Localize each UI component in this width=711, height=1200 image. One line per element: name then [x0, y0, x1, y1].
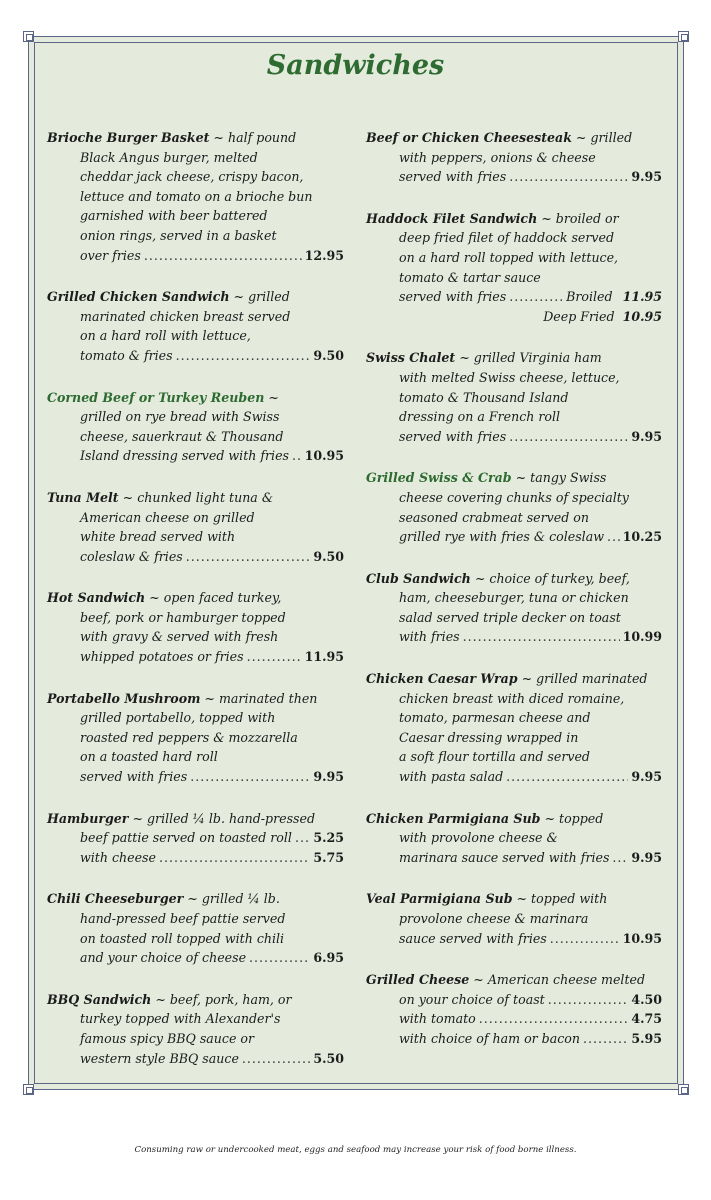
corner-ornament [23, 31, 34, 42]
item-price: 9.50 [313, 548, 344, 564]
item-name: Grilled Swiss & Crab [366, 470, 512, 486]
leader-dots [144, 246, 302, 266]
menu-item [47, 488, 344, 566]
price-line-text: served with fries [80, 769, 188, 785]
price-line-text: and your choice of cheese [80, 950, 247, 966]
item-first-line [366, 970, 662, 990]
item-name: Swiss Chalet [366, 350, 456, 366]
menu-column-right [366, 128, 662, 1071]
item-description-line: lettuce and tomato on a brioche bun [80, 188, 313, 204]
price-line-text: tomato & fries [80, 347, 173, 363]
leader-dots [509, 287, 563, 307]
price-line [366, 167, 662, 187]
item-first-line [366, 128, 662, 148]
item-first-line [366, 889, 662, 909]
item-description-line: cheese covering chunks of specialty [399, 489, 629, 505]
item-price: 9.50 [313, 347, 344, 363]
item-name: Chicken Parmigiana Sub [366, 810, 541, 826]
item-name: BBQ Sandwich [47, 991, 152, 1007]
menu-item [47, 689, 344, 787]
item-first-line [366, 348, 662, 368]
item-description: ~ beef, pork, ham, or [151, 991, 292, 1007]
price-line [47, 948, 344, 968]
item-description: ~ grilled ¼ lb. [183, 891, 280, 907]
leader-dots [176, 346, 311, 366]
item-first-line [47, 990, 344, 1010]
item-name: Club Sandwich [366, 570, 471, 586]
item-description-line: salad served triple decker on toast [399, 609, 621, 625]
leader-dots [550, 929, 620, 949]
item-name: Corned Beef or Turkey Reuben [47, 389, 265, 405]
price-line [47, 767, 344, 787]
price-line [366, 427, 662, 447]
item-first-line [47, 588, 344, 608]
item-description-line: with melted Swiss cheese, lettuce, [399, 369, 620, 385]
item-price: 5.75 [313, 849, 344, 865]
item-description: ~ grilled [571, 130, 633, 145]
menu-item [366, 468, 662, 546]
item-description-line: grilled portabello, topped with [80, 710, 276, 726]
leader-dots [159, 848, 310, 868]
leader-dots [506, 767, 628, 787]
leader-dots [186, 547, 311, 567]
menu-item [47, 889, 344, 967]
item-description: ~ choice of turkey, beef, [470, 570, 630, 586]
menu-item [47, 990, 344, 1068]
leader-dots [612, 848, 628, 868]
item-first-line [47, 809, 344, 829]
leader-dots [509, 427, 628, 447]
price-line [47, 1049, 344, 1069]
item-price: 12.95 [304, 247, 344, 263]
price-line-text: on your choice of toast [399, 991, 545, 1007]
item-first-line [47, 689, 344, 709]
item-description-line: seasoned crabmeat served on [399, 509, 589, 525]
item-price: 10.95 [304, 448, 344, 464]
item-description-line: tomato & Thousand Island [399, 389, 569, 405]
item-description-line: cheese, sauerkraut & Thousand [80, 428, 284, 444]
price-line [366, 287, 662, 307]
price-option: Broiled [566, 289, 613, 305]
item-description: ~ half pound [209, 130, 297, 145]
price-line [366, 848, 662, 868]
item-first-line [47, 128, 344, 148]
price-line-text: with fries [399, 629, 460, 645]
item-description: ~ open faced turkey, [145, 590, 282, 606]
item-description-line: Caesar dressing wrapped in [399, 729, 579, 745]
price-line-text: marinara sauce served with fries [399, 849, 610, 865]
item-description: ~ grilled ¼ lb. hand-pressed [128, 810, 316, 826]
item-description: ~ topped [540, 810, 604, 826]
item-description-line: garnished with beer battered [80, 208, 268, 224]
price-line-text: with pasta salad [399, 769, 504, 785]
price-line [47, 346, 344, 366]
item-description-line: famous spicy BBQ sauce or [80, 1030, 255, 1046]
price-line-text: beef pattie served on toasted roll [80, 830, 292, 846]
item-description: ~ topped with [512, 891, 608, 907]
item-description-line: chicken breast with diced romaine, [399, 690, 625, 706]
item-description-line: deep fried filet of haddock served [399, 230, 615, 246]
item-price: 10.25 [622, 529, 662, 545]
price-line-text: served with fries [399, 289, 507, 305]
price-option-line [366, 307, 662, 327]
leader-dots [247, 647, 302, 667]
leader-dots [242, 1049, 310, 1069]
item-name: Beef or Chicken Cheesesteak [366, 130, 572, 145]
item-price: 10.95 [622, 930, 662, 946]
item-first-line [366, 468, 662, 488]
item-first-line [47, 287, 344, 307]
item-description: ~ grilled marinated [517, 671, 648, 687]
price-line [47, 547, 344, 567]
menu-item [366, 889, 662, 948]
price-line [47, 647, 344, 667]
price-line-text: whipped potatoes or fries [80, 649, 244, 665]
price-line-text: served with fries [399, 428, 507, 444]
item-description-line: white bread served with [80, 529, 236, 545]
item-name: Chicken Caesar Wrap [366, 671, 518, 687]
item-description-line: on a hard roll with lettuce, [80, 328, 251, 344]
item-name: Grilled Chicken Sandwich [47, 289, 230, 305]
item-price: 11.95 [304, 649, 344, 665]
item-name: Chili Cheeseburger [47, 891, 184, 907]
item-first-line [366, 209, 662, 229]
price-line [366, 767, 662, 787]
food-safety-notice: Consuming raw or undercooked meat, eggs and seafood may increase your risk of food borne illness. [134, 1145, 577, 1155]
menu-item [366, 970, 662, 1048]
item-description-line: with gravy & served with fresh [80, 629, 279, 645]
leader-dots [249, 948, 310, 968]
item-description-line: with provolone cheese & [399, 830, 558, 846]
item-name: Hamburger [47, 810, 129, 826]
item-first-line [47, 388, 344, 408]
item-description: ~ grilled Virginia ham [455, 350, 602, 366]
item-description: ~ American cheese melted [469, 972, 646, 988]
item-description-line: grilled on rye bread with Swiss [80, 409, 280, 425]
leader-dots [479, 1009, 629, 1029]
item-description-line: Black Angus burger, melted [80, 149, 258, 165]
item-price: 9.95 [313, 769, 344, 785]
menu-item [47, 388, 344, 466]
item-first-line [366, 809, 662, 829]
price-line-text: with cheese [80, 849, 156, 865]
menu-item [366, 348, 662, 446]
leader-dots [463, 627, 620, 647]
corner-ornament [678, 31, 689, 42]
item-description-line: on a toasted hard roll [80, 749, 218, 765]
menu-item [366, 809, 662, 868]
price-line-text: grilled rye with fries & coleslaw [399, 529, 604, 545]
item-price: 5.95 [631, 1030, 662, 1046]
item-price: 9.95 [631, 428, 662, 444]
item-description: ~ broiled or [537, 210, 619, 226]
item-first-line [47, 889, 344, 909]
price-line [366, 1009, 662, 1029]
price-line [366, 627, 662, 647]
item-description: ~ tangy Swiss [511, 470, 607, 486]
item-description-line: hand-pressed beef pattie served [80, 911, 286, 926]
item-description: ~ chunked light tuna & [118, 489, 274, 505]
item-price: 4.50 [631, 991, 662, 1007]
item-description-line: tomato, parmesan cheese and [399, 710, 591, 726]
price-line [47, 446, 344, 466]
item-name: Veal Parmigiana Sub [366, 891, 513, 907]
price-line-text: western style BBQ sauce [80, 1050, 239, 1066]
item-description-line: turkey topped with Alexander's [80, 1011, 281, 1027]
item-price: 10.99 [622, 629, 662, 645]
menu-item [366, 669, 662, 787]
menu-item [366, 569, 662, 647]
item-name: Portabello Mushroom [47, 690, 201, 706]
item-description-line: with peppers, onions & cheese [399, 149, 596, 165]
item-first-line [366, 569, 662, 589]
item-description-line: marinated chicken breast served [80, 308, 291, 324]
item-name: Grilled Cheese [366, 972, 470, 988]
item-price: 4.75 [631, 1011, 662, 1027]
price-line-text: served with fries [399, 169, 507, 185]
item-description: ~ marinated then [200, 690, 318, 706]
item-first-line [366, 669, 662, 689]
item-description-line: tomato & tartar sauce [399, 269, 541, 285]
menu-item [366, 209, 662, 327]
price-line-text: with choice of ham or bacon [399, 1030, 580, 1046]
item-price: 10.95 [622, 308, 662, 324]
price-line-text: Island dressing served with fries [80, 448, 289, 464]
item-description-line: beef, pork or hamburger topped [80, 609, 286, 625]
item-price: 9.95 [631, 769, 662, 785]
item-name: Haddock Filet Sandwich [366, 210, 538, 226]
price-line [366, 1029, 662, 1049]
corner-ornament [678, 1084, 689, 1095]
item-first-line [47, 488, 344, 508]
price-line-text: sauce served with fries [399, 930, 547, 946]
price-line [47, 848, 344, 868]
item-price: 6.95 [313, 950, 344, 966]
item-description-line: on a hard roll topped with lettuce, [399, 249, 619, 265]
leader-dots [607, 527, 620, 547]
leader-dots [292, 446, 302, 466]
item-description-line: a soft flour tortilla and served [399, 749, 590, 765]
menu-item [47, 809, 344, 868]
leader-dots [295, 828, 310, 848]
item-description-line: ham, cheeseburger, tuna or chicken [399, 590, 629, 606]
menu-item [47, 128, 344, 265]
item-description-line: American cheese on grilled [80, 509, 255, 525]
price-line [366, 527, 662, 547]
item-name: Brioche Burger Basket [47, 130, 210, 145]
menu-item [47, 588, 344, 666]
price-line [366, 990, 662, 1010]
price-line [366, 929, 662, 949]
menu-column-left [47, 128, 344, 1090]
item-price: 5.25 [313, 830, 344, 846]
price-line-text: with tomato [399, 1011, 476, 1027]
menu-item [366, 128, 662, 187]
price-option: Deep Fried [543, 308, 615, 324]
price-line-text: over fries [80, 247, 141, 263]
item-price: 9.95 [631, 849, 662, 865]
item-description: ~ grilled [229, 289, 290, 305]
item-description: ~ [264, 389, 279, 405]
page-title: Sandwiches [266, 50, 445, 81]
corner-ornament [23, 1084, 34, 1095]
item-description-line: cheddar jack cheese, crispy bacon, [80, 169, 304, 185]
item-description-line: provolone cheese & marinara [399, 911, 589, 926]
price-line [47, 246, 344, 266]
item-description-line: on toasted roll topped with chili [80, 930, 285, 946]
item-description-line: onion rings, served in a basket [80, 227, 277, 243]
item-description-line: roasted red peppers & mozzarella [80, 729, 298, 745]
leader-dots [190, 767, 310, 787]
item-price: 9.95 [631, 169, 662, 185]
menu-item [47, 287, 344, 365]
item-price: 5.50 [313, 1050, 344, 1066]
leader-dots [509, 167, 628, 187]
leader-dots [548, 990, 629, 1010]
item-name: Tuna Melt [47, 489, 119, 505]
item-name: Hot Sandwich [47, 590, 146, 606]
price-line-text: coleslaw & fries [80, 548, 183, 564]
item-description-line: dressing on a French roll [399, 409, 561, 425]
price-line [47, 828, 344, 848]
leader-dots [583, 1029, 628, 1049]
item-price: 11.95 [622, 289, 662, 305]
